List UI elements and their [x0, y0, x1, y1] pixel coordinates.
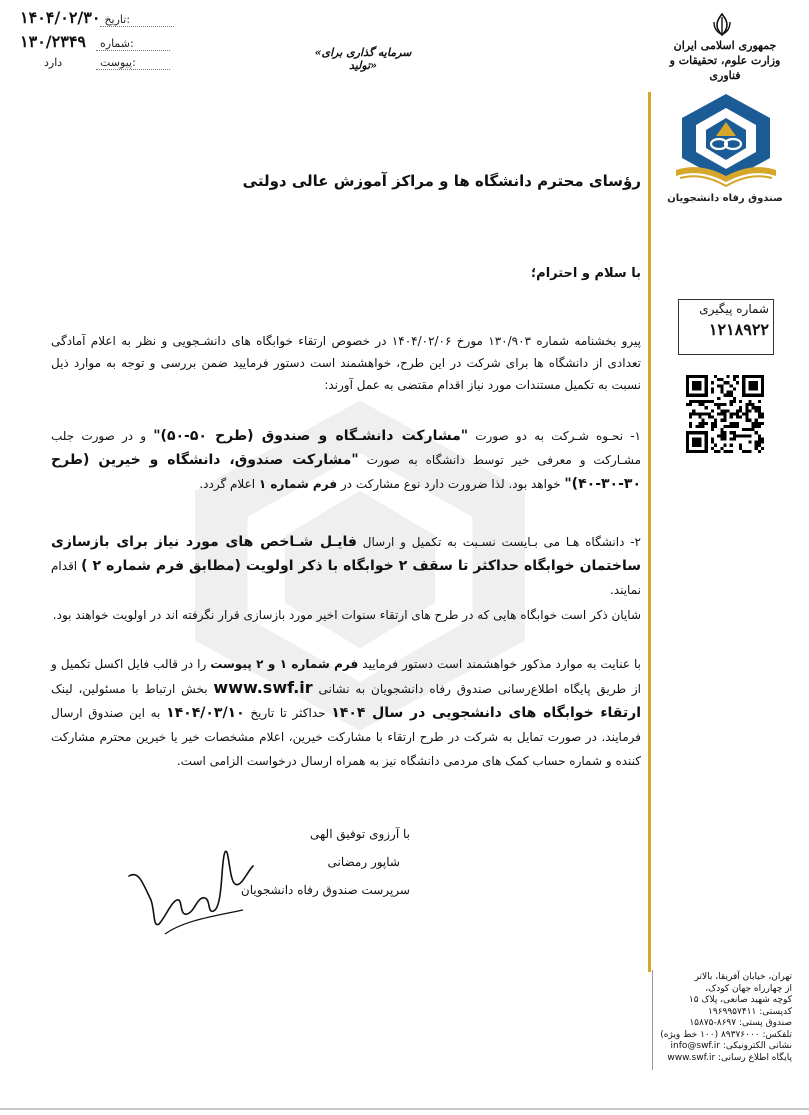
item-2-paragraph — [51, 530, 641, 602]
ministry-line-1: جمهوری اسلامی ایران — [673, 39, 777, 52]
item-2-text-b: اقدام نمایند. — [51, 559, 641, 597]
recipient-heading: رؤسای محترم دانشگاه ها و مراکز آموزش عالی دولتی — [242, 172, 641, 190]
footer-email[interactable]: نشانی الکترونیکی: info@swf.ir — [670, 1041, 792, 1051]
instr-text-b: را در قالب فایل اکسل تکمیل و از طریق پایگاه اطلاع‌رسانی صندوق رفاه دانشجویان به نشانی — [51, 657, 641, 696]
ministry-line-2: وزارت علوم، تحقیقات و فناوری — [669, 54, 781, 82]
item-1-text-d: اعلام گردد. — [199, 477, 259, 491]
logo-caption: صندوق رفاه دانشجویان — [667, 193, 783, 204]
deadline-date: ۱۴۰۴/۰۳/۱۰ — [166, 705, 245, 721]
footer-address-3: کوچه شهید صانعی، پلاک ۱۵ — [688, 995, 792, 1005]
letter-meta — [20, 8, 170, 80]
note-paragraph: شایان ذکر است خوابگاه هایی که در طرح های ارتقاء سنوات اخیر مورد بازسازی قرار نگرفته اند در اولویت خواهند بود. — [52, 608, 641, 622]
item-1-plan-a: "مشارکت دانشـگاه و صندوق (طرح ۵۰-۵۰)" — [153, 428, 469, 444]
tracking-label: شماره پیگیری — [699, 302, 769, 316]
greeting: با سلام و احترام؛ — [530, 266, 641, 281]
instr-forms: فرم شماره ۱ و ۲ پیوست — [210, 657, 359, 671]
item-1-form: فرم شماره ۱ — [258, 477, 338, 491]
date-row — [20, 8, 170, 32]
instr-text-e: به این صندوق ارسال فرمایند. در صورت تمایل به شرکت در طرح ارتقاء با مشارکت خیرین، اعلام مشخصات خیر یا خیرین محترم مشارکت کننده و شماره حساب کمک های مردمی دانشگاه نیز به همراه ارسال درخواست الزامی است. — [51, 706, 641, 768]
contact-footer — [652, 972, 792, 1064]
instr-text-a: با عنایت به موارد مذکور خواهشمند است دستور فرمایید — [358, 657, 642, 671]
tracking-number: ۱۲۱۸۹۲۲ — [708, 320, 769, 339]
attachment-row — [20, 56, 170, 80]
instruction-paragraph — [51, 652, 641, 773]
item-1-paragraph — [51, 424, 641, 496]
item-1-text-a: ۱- نحـوه شـرکت به دو صورت — [468, 429, 641, 443]
date-label: تاریخ: — [100, 13, 174, 27]
footer-address-2: از چهارراه جهان کودک، — [705, 983, 792, 994]
attachment-label: پیوست: — [96, 56, 170, 70]
number-label: شماره: — [96, 37, 170, 51]
footer-website[interactable]: پایگاه اطلاع رسانی: www.swf.ir — [667, 1052, 792, 1063]
iran-emblem-icon — [709, 12, 735, 38]
footer-po-box: صندوق پستی: ۸۶۹۷-۱۵۸۷۵ — [689, 1018, 792, 1028]
closing-line: با آرزوی توفیق الهی — [310, 827, 410, 841]
signer-name: شاپور رمضانی — [327, 855, 400, 869]
tracking-box — [678, 299, 774, 355]
item-2-bold: فایـل شـاخص های مورد نیاز برای بازسازی ساختمان خوابگاه حداکثر تا سقف ۲ خوابگاه با ذکر اولویت (مطابق فرم شماره ۲ ) — [51, 534, 642, 574]
item-1-text-b: و در صورت جلب مشـارکت و معرفی خیر توسط دانشگاه به صورت — [51, 429, 641, 467]
handwritten-signature — [125, 840, 255, 940]
page-bottom-edge — [0, 1108, 809, 1110]
signer-title: سرپرست صندوق رفاه دانشجویان — [240, 883, 410, 897]
swf-logo-icon — [670, 92, 782, 197]
ministry-title — [660, 38, 790, 83]
instr-link-name: ارتقاء خوابگاه های دانشجویی در سال ۱۴۰۴ — [331, 705, 641, 721]
footer-postal-code: کدپستی: ۱۹۶۹۹۵۷۴۱۱ — [708, 1006, 792, 1017]
footer-phone: تلفکس: ۸۹۳۷۶۰۰۰ (۱۰۰ خط ویژه) — [660, 1029, 792, 1040]
item-1-text-c: خواهد بود. لذا ضرورت دارد نوع مشارکت در — [337, 477, 565, 491]
number-value: ۱۳۰/۲۳۴۹ — [20, 32, 86, 51]
slogan: «سرمایه گذاری برای تولید» — [314, 46, 412, 72]
signature-block — [240, 820, 410, 904]
gold-divider — [648, 92, 651, 972]
instr-text-c: بخش ارتباط با مسئولین، لینک — [51, 682, 214, 696]
date-value: ۱۴۰۴/۰۲/۳۰ — [20, 8, 101, 27]
footer-address-1: تهران، خیابان آفریقا، بالاتر — [694, 972, 792, 982]
qr-code-icon — [686, 375, 764, 453]
intro-paragraph: پیرو بخشنامه شماره ۱۳۰/۹۰۳ مورخ ۱۴۰۴/۰۲/۰۶ در خصوص ارتقاء خوابگاه های دانشـجویی و نظر به اعلام آمادگی تعدادی از دانشگاه ها برای شرکت در این طرح، خواهشمند است دستور فرمایید ضمن بررسی و توجه به موارد ذیل نسبت به تکمیل مستندات مورد نیاز اقدام مقتضی به عمل آورند: — [51, 334, 642, 392]
item-1-plan-b: "مشارکت صندوق، دانشگاه و خیرین (طرح ۳۰-۳۰-۴۰)" — [51, 452, 641, 492]
website-link[interactable]: www.swf.ir — [213, 678, 313, 697]
instr-text-d: حداکثر تا تاریخ — [244, 706, 332, 720]
attachment-value: دارد — [44, 56, 63, 69]
item-2-text-a: ۲- دانشگاه هـا می بـایست نسـبت به تکمیل و ارسال — [356, 535, 641, 549]
number-row — [20, 32, 170, 56]
